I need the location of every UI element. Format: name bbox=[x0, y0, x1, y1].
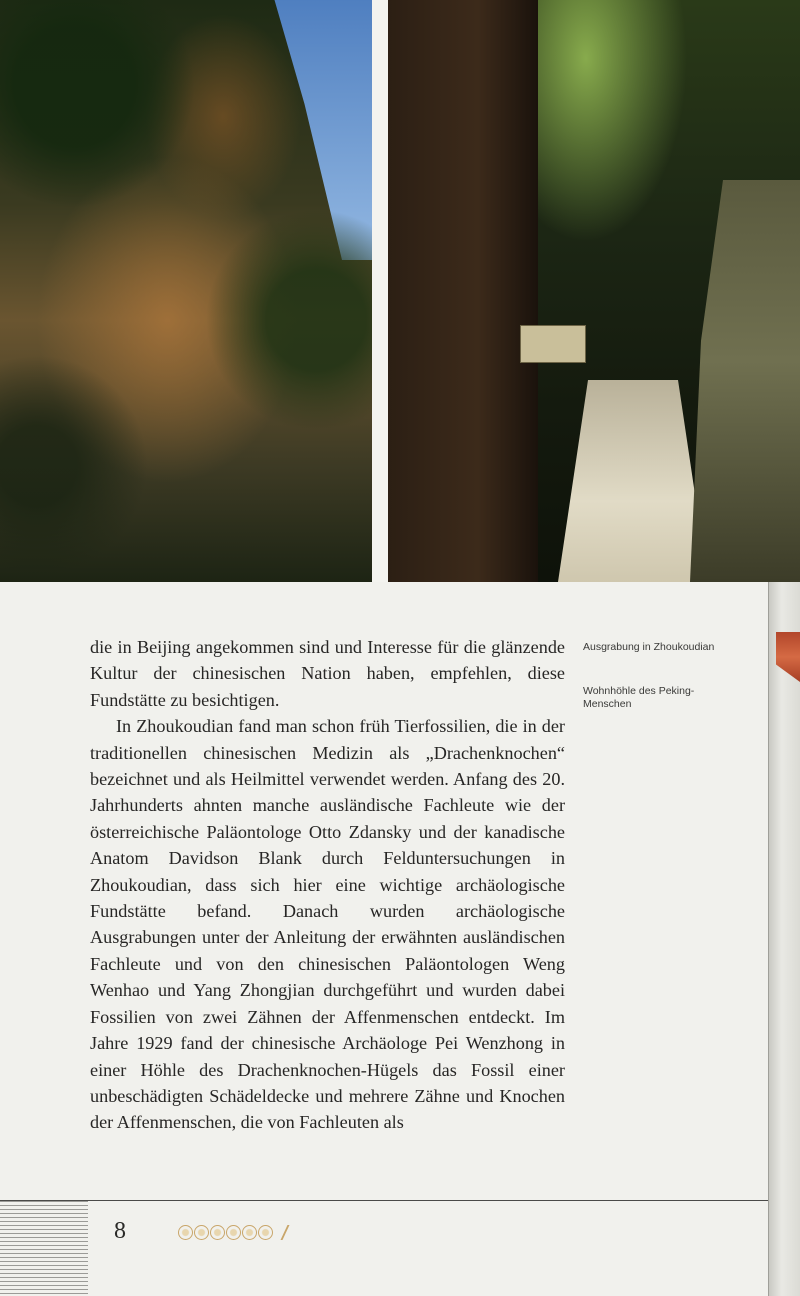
info-sign bbox=[520, 325, 586, 363]
ornament-circle-icon bbox=[226, 1225, 241, 1240]
foliage bbox=[0, 0, 372, 582]
footer-lines-pattern bbox=[0, 1201, 88, 1296]
ornament-circle-icon bbox=[242, 1225, 257, 1240]
caption-excavation: Ausgrabung in Zhoukoudian bbox=[583, 641, 715, 653]
ornament-circle-icon bbox=[194, 1225, 209, 1240]
footer-rule bbox=[0, 1200, 768, 1201]
caption-cave: Wohnhöhle des Peking-Menschen bbox=[583, 685, 695, 710]
photo-excavation-cliff bbox=[0, 0, 372, 582]
paragraph-2: In Zhoukoudian fand man schon früh Tierfossilien, die in der traditionellen chinesischen Medizin als „Drachenknochen“ bezeichnet und als Heilmittel verwendet werden. Anfang des 20. Jahrhunderts ahnten manche ausländische Fachleute wie der österreichische Paläontologe Otto Zdansky und der kanadische Anatom Davidson Blank durch Felduntersuchungen in Zhoukoudian, dass sich hier eine wichtige archäologische Fundstätte befand. Danach wurden archäologische Ausgrabungen unter der Anleitung der erwähnten ausländischen Fachleute und von den chinesischen Paläontologen Weng Wenhao und Yang Zhongjian durchgeführt und wurden dabei Fossilien von zwei Zähnen der Affenmenschen entdeckt. Im Jahre 1929 fand der chinesische Archäologe Pei Wenzhong in einer Höhle des Drachenknochen-Hügels das Fossil einer unbeschädigten Schädeldecke und mehrere Zähne und Knochen der Affenmenschen, die von Fachleuten als bbox=[90, 716, 565, 1133]
page-number: 8 bbox=[114, 1218, 126, 1244]
stone-path bbox=[558, 380, 708, 582]
page-edge bbox=[768, 582, 800, 1296]
ornament-circle-icon bbox=[178, 1225, 193, 1240]
ornament-icon bbox=[178, 1225, 286, 1240]
photo-gutter bbox=[372, 0, 388, 582]
paragraph-1: die in Beijing angekommen sind und Interesse für die glänzende Kultur der chinesischen Nation haben, empfehlen, diese Fundstätte zu besichtigen. bbox=[90, 637, 565, 710]
rock-wall bbox=[690, 180, 800, 582]
photo-cave-dwelling bbox=[388, 0, 800, 582]
body-text bbox=[90, 634, 565, 1136]
tree-trunk bbox=[388, 0, 538, 582]
ornament-circle-icon bbox=[210, 1225, 225, 1240]
